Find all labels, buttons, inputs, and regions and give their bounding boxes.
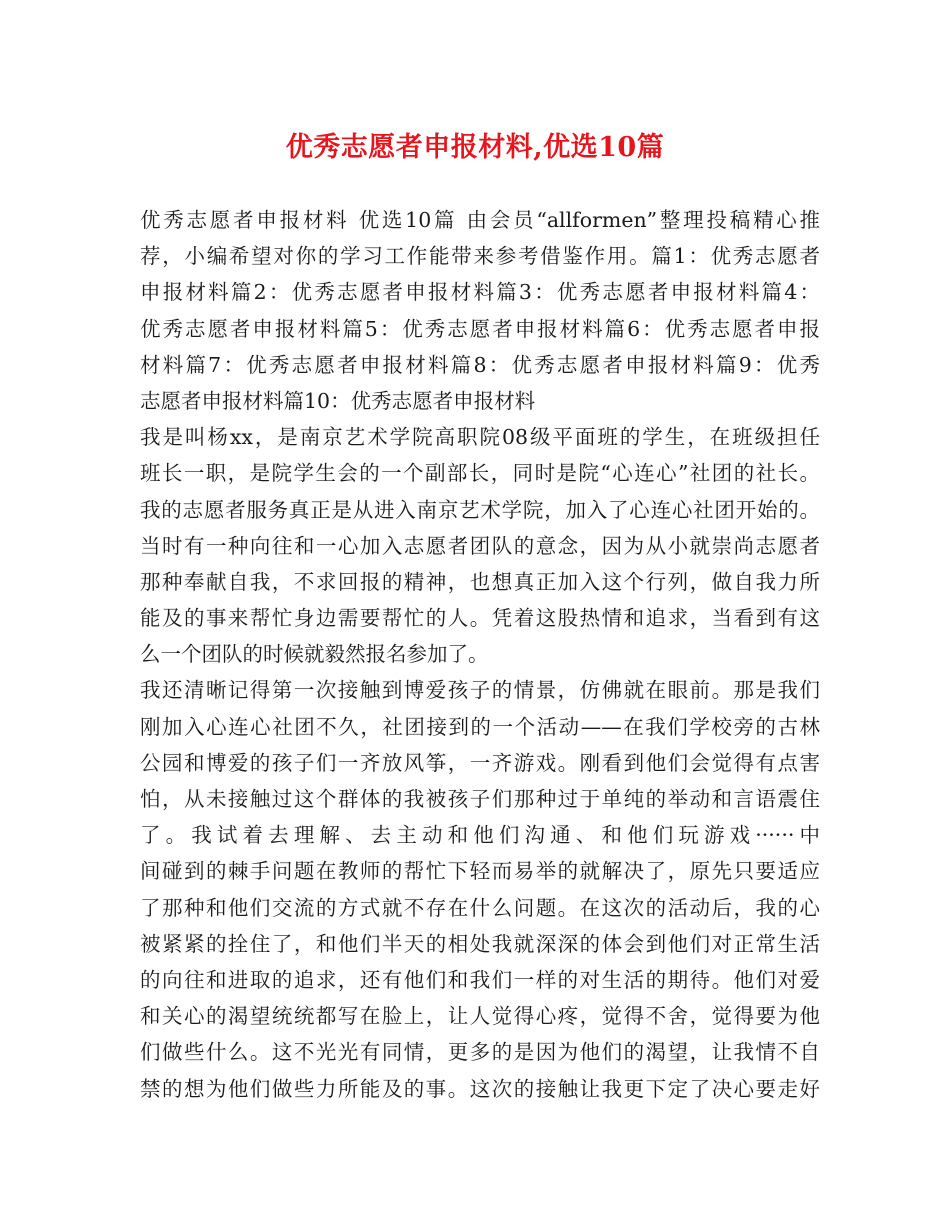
text-line: 们做些什么。这不光光有同情，更多的是因为他们的渴望，让我情不自 — [140, 1040, 820, 1065]
document-title: 优秀志愿者申报材料,优选10篇 — [285, 132, 665, 163]
text-line: 能及的事来帮忙身边需要帮忙的人。凭着这股热情和追求，当看到有这 — [140, 606, 820, 631]
text-line: 优秀志愿者申报材料 优选10篇 由会员“allformen”整理投稿精心推 — [140, 208, 820, 232]
text-line: 了那种和他们交流的方式就不存在什么问题。在这次的活动后，我的心 — [140, 895, 820, 920]
text-line: 我还清晰记得第一次接触到博爱孩子的情景，仿佛就在眼前。那是我们 — [140, 678, 820, 703]
text-line: 优秀志愿者申报材料篇5：优秀志愿者申报材料篇6：优秀志愿者申报 — [140, 316, 820, 341]
text-line: 荐，小编希望对你的学习工作能带来参考借鉴作用。篇1：优秀志愿者 — [140, 244, 820, 269]
text-line: 那种奉献自我，不求回报的精神，也想真正加入这个行列，做自我力所 — [140, 569, 820, 594]
text-line: 申报材料篇2：优秀志愿者申报材料篇3：优秀志愿者申报材料篇4： — [140, 280, 820, 305]
text-line: 了。我试着去理解、去主动和他们沟通、和他们玩游戏······中 — [140, 823, 820, 848]
text-line: 么一个团队的时候就毅然报名参加了。 — [140, 642, 489, 667]
text-line: 当时有一种向往和一心加入志愿者团队的意念，因为从小就崇尚志愿者 — [140, 533, 820, 558]
text-line: 公园和博爱的孩子们一齐放风筝，一齐游戏。刚看到他们会觉得有点害 — [140, 750, 820, 775]
text-line: 志愿者申报材料篇10：优秀志愿者申报材料 — [140, 388, 536, 413]
text-line: 怕，从未接触过这个群体的我被孩子们那种过于单纯的举动和言语震住 — [140, 787, 820, 811]
text-line: 禁的想为他们做些力所能及的事。这次的接触让我更下定了决心要走好 — [140, 1076, 820, 1101]
text-line: 我的志愿者服务真正是从进入南京艺术学院，加入了心连心社团开始的。 — [140, 497, 820, 522]
text-line: 刚加入心连心社团不久，社团接到的一个活动——在我们学校旁的古林 — [140, 714, 820, 739]
text-line: 间碰到的棘手问题在教师的帮忙下轻而易举的就解决了，原先只要适应 — [140, 859, 820, 884]
text-line: 材料篇7：优秀志愿者申报材料篇8：优秀志愿者申报材料篇9：优秀 — [140, 352, 820, 377]
text-line: 和关心的渴望统统都写在脸上，让人觉得心疼，觉得不舍，觉得要为他 — [140, 1004, 820, 1029]
text-line: 班长一职，是院学生会的一个副部长，同时是院“心连心”社团的社长。 — [140, 461, 820, 486]
text-line: 的向往和进取的追求，还有他们和我们一样的对生活的期待。他们对爱 — [140, 967, 820, 992]
text-line: 被紧紧的拴住了，和他们半天的相处我就深深的体会到他们对正常生活 — [140, 931, 820, 956]
document-body — [140, 202, 820, 1107]
text-line: 我是叫杨xx，是南京艺术学院高职院08级平面班的学生，在班级担任 — [140, 425, 820, 450]
